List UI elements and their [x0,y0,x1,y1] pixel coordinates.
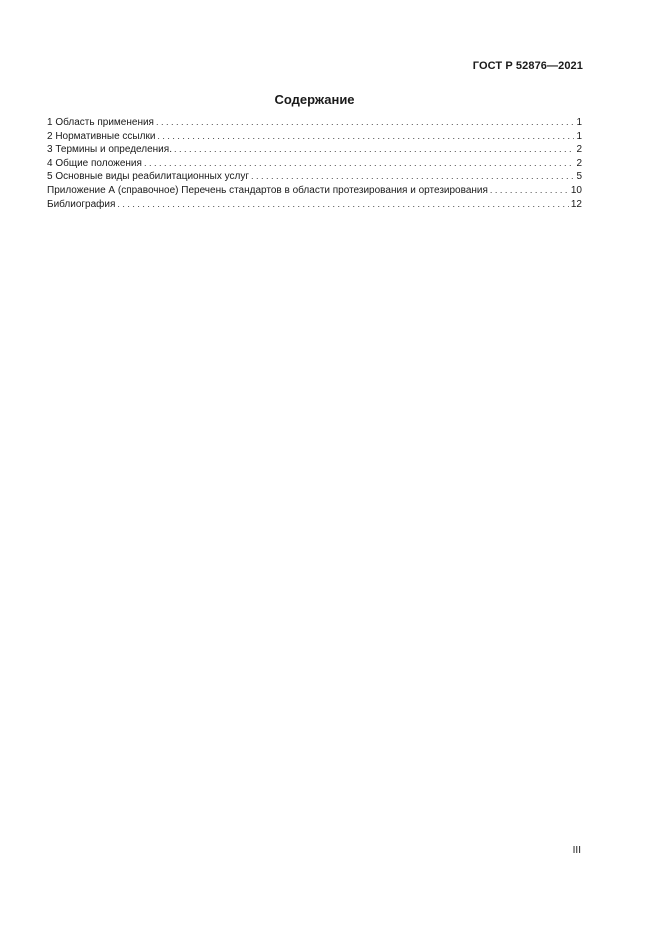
toc-entry-page: 12 [570,198,582,210]
toc-leader-dots [490,184,569,198]
toc-leader-dots [144,157,575,171]
toc-entry-page: 10 [570,184,582,196]
toc-leader-dots [117,198,568,212]
toc-entry-label: 3 Термины и определения. [47,144,172,156]
toc-entry-label: 5 Основные виды реабилитационных услуг [47,171,249,183]
toc-entry[interactable] [47,184,582,198]
toc-leader-dots [156,116,574,130]
toc-entry-page: 2 [576,157,582,169]
toc-leader-dots [251,170,574,184]
toc-entry-label: Библиография [47,198,116,210]
page-number: III [572,845,581,856]
toc-entry[interactable] [47,143,582,157]
toc-leader-dots [174,143,574,157]
toc-entry[interactable] [47,198,582,212]
toc-entry[interactable] [47,170,582,184]
toc-entry[interactable] [47,130,582,144]
toc-entry-page: 2 [576,144,582,156]
toc-entry-label: 2 Нормативные ссылки [47,130,156,142]
toc-entry-label: Приложение А (справочное) Перечень стандартов в области протезирования и ортезирования [47,184,488,196]
table-of-contents [47,116,582,211]
toc-entry-label: 4 Общие положения [47,157,142,169]
toc-entry-page: 5 [576,171,582,183]
toc-title: Содержание [274,92,355,107]
toc-entry-label: 1 Область применения [47,117,154,128]
toc-entry[interactable] [47,116,582,130]
toc-entry[interactable] [47,157,582,171]
document-header: ГОСТ Р 52876—2021 [472,60,583,72]
toc-entry-page: 1 [576,117,582,128]
toc-entry-page: 1 [576,130,582,142]
toc-leader-dots [157,130,574,144]
